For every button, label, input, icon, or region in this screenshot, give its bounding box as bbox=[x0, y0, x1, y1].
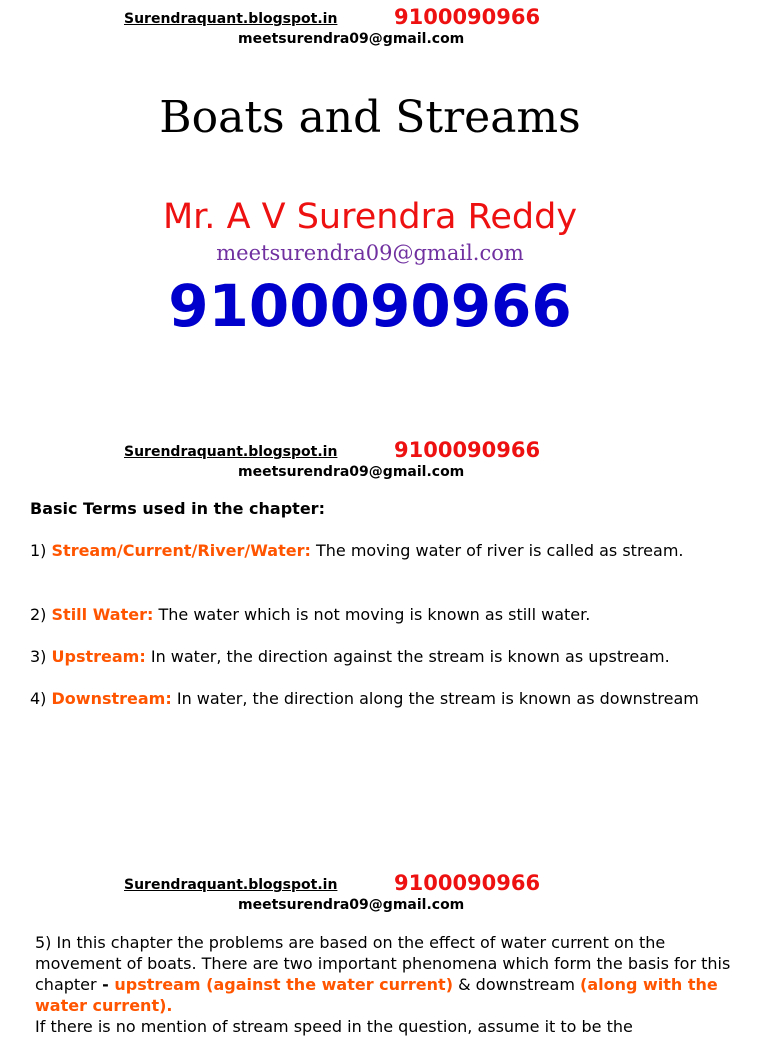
term-name: Upstream: bbox=[51, 647, 146, 666]
header-phone: 9100090966 bbox=[394, 438, 541, 462]
term-number: 3) bbox=[30, 647, 47, 666]
author-phone: 9100090966 bbox=[168, 272, 572, 340]
paragraph-phenomena bbox=[35, 932, 742, 1016]
term-description: In water, the direction against the stream is known as upstream. bbox=[150, 647, 670, 666]
term-item bbox=[30, 688, 742, 709]
term-item bbox=[30, 604, 742, 625]
term-number: 1) bbox=[30, 541, 47, 560]
dash-separator: - bbox=[96, 975, 115, 994]
term-description: The water which is not moving is known as still water. bbox=[158, 605, 591, 624]
term-item bbox=[30, 540, 742, 561]
downstream-highlight: (along with the water current). bbox=[35, 975, 718, 1015]
ampersand-text: & downstream bbox=[453, 975, 580, 994]
paragraph-text: 5) In this chapter the problems are based on the effect of water current on the movement of boats. There are two important phenomena which form the basis for this chapter bbox=[35, 933, 731, 994]
header-email: meetsurendra09@gmail.com bbox=[238, 897, 465, 913]
term-number: 2) bbox=[30, 605, 47, 624]
header-site-link[interactable]: Surendraquant.blogspot.in bbox=[124, 11, 338, 27]
term-number: 4) bbox=[30, 689, 47, 708]
header-phone: 9100090966 bbox=[394, 871, 541, 895]
header-phone: 9100090966 bbox=[394, 5, 541, 29]
header-site-link[interactable]: Surendraquant.blogspot.in bbox=[124, 877, 338, 893]
term-description: The moving water of river is called as stream. bbox=[315, 541, 684, 560]
header-email: meetsurendra09@gmail.com bbox=[238, 464, 465, 480]
author-email: meetsurendra09@gmail.com bbox=[216, 241, 524, 265]
paragraph-stream-speed: If there is no mention of stream speed in the question, assume it to be the bbox=[35, 1017, 633, 1036]
term-name: Downstream: bbox=[51, 689, 172, 708]
term-item bbox=[30, 646, 742, 667]
page-title: Boats and Streams bbox=[159, 92, 581, 143]
author-name: Mr. A V Surendra Reddy bbox=[162, 197, 578, 237]
upstream-highlight: upstream (against the water current) bbox=[114, 975, 454, 994]
term-description: In water, the direction along the stream is known as downstream bbox=[176, 689, 699, 708]
term-name: Still Water: bbox=[51, 605, 154, 624]
header-site-link[interactable]: Surendraquant.blogspot.in bbox=[124, 444, 338, 460]
term-name: Stream/Current/River/Water: bbox=[51, 541, 311, 560]
section-heading: Basic Terms used in the chapter: bbox=[30, 499, 325, 518]
header-email: meetsurendra09@gmail.com bbox=[238, 31, 465, 47]
